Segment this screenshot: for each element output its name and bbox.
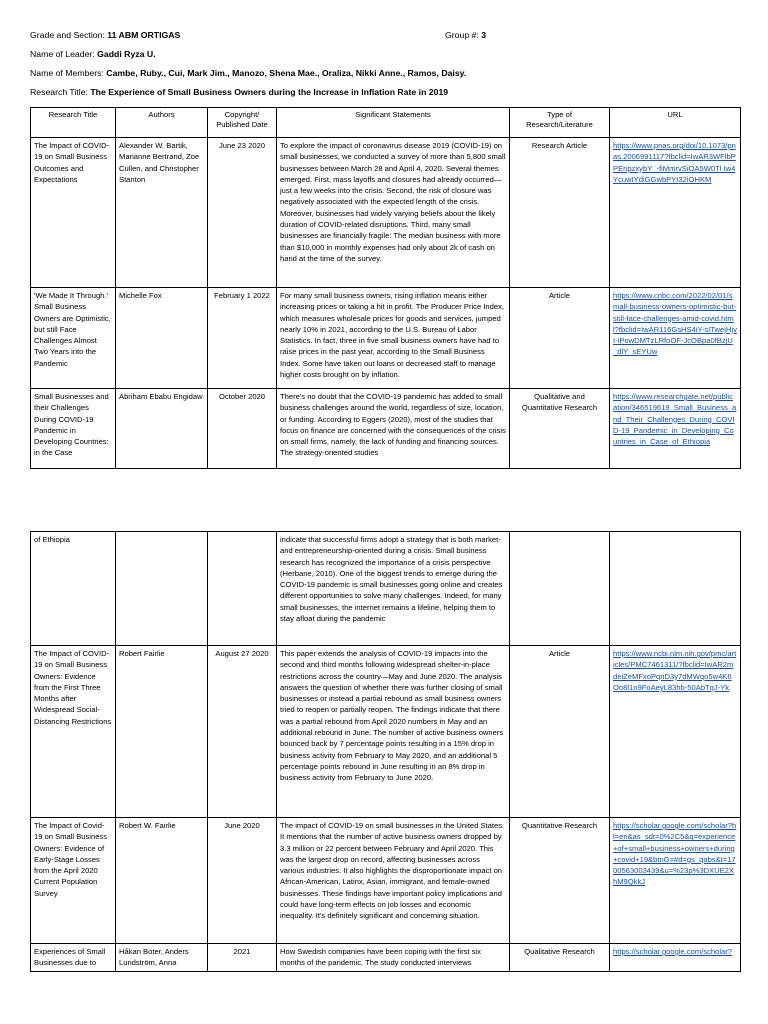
url-link[interactable] <box>610 944 741 972</box>
url-link[interactable]: https://scholar.google.com/scholar?hl=en&as_sdt=0%2C5&q=experience+of+small+business+owners+during+covid+19&btnG=#d=gs_qabs&t=1700563003439&u=%23p%3DXUE2XhM9QkkJ <box>610 818 741 944</box>
cell-title: The Impact of Covid-19 on Small Business Owners: Evidence of Early-Stage Losses from the April 2020 Current Population Survey <box>31 818 116 944</box>
cell-statements-text: There's no doubt that the COVID-19 pandemic has added to small business challenges around the world, regardless of size, location, or funding. According to Eggers (2020), most of the studies that focus on finance are concerned with the consequences of the crisis on small firms, namely, the lack of funding and financing sources. The strategy-oriented studies <box>280 392 506 458</box>
members-value: Cambe, Ruby., Cui, Mark Jim., Manozo, Shena Mae., Oraliza, Nikki Anne., Ramos, Daisy. <box>106 68 467 78</box>
group-value: 3 <box>481 30 487 40</box>
url-link <box>610 532 741 646</box>
cell-statements <box>277 944 510 972</box>
cell-title: of Ethiopia <box>31 532 116 646</box>
cell-title <box>31 944 116 972</box>
cell-title: 'We Made It Through.' Small Business Owners are Optimistic, but still Face Challenges Almost Two Years into the Pandemic <box>31 288 116 389</box>
cell-type <box>510 944 610 972</box>
cell-date <box>208 944 277 972</box>
table-row <box>31 288 741 389</box>
cell-date-text: October 2020 <box>218 392 265 401</box>
leader-label: Name of Leader: <box>30 49 95 59</box>
col-header-title: Research Title <box>31 108 116 138</box>
url-link[interactable] <box>610 389 741 469</box>
url-link-text[interactable]: https://www.researchgate.net/publication/346519619_Small_Business_and_Their_Challenges_During_COVID-19_Pandemic_in_Developing_Countries_in_Case_of_Ethiopia <box>613 392 737 447</box>
table-row <box>31 532 741 646</box>
col-header-url: URL <box>610 108 741 138</box>
literature-table-page-2 <box>30 531 741 972</box>
cell-type: Article <box>510 646 610 818</box>
grade-line <box>30 30 740 49</box>
cell-title: The Impact of COVID-19 on Small Business Owners: Evidence from the First Three Months after Widespread Social-Distancing Restrictions <box>31 646 116 818</box>
research-title-line <box>30 87 740 106</box>
table-row <box>31 818 741 944</box>
cell-type: Quantitative Research <box>510 818 610 944</box>
cell-authors: Michelle Fox <box>116 288 208 389</box>
cell-authors: Robert Fairlie <box>116 646 208 818</box>
cell-type: Research Article <box>510 138 610 288</box>
cell-statements: indicate that successful firms adopt a strategy that is both market- and entrepreneurship-oriented during a crisis. Small business research has recognized the importance of a crisis perspective (Herbane, 2010). One of the biggest trends to emerge during the COVID-19 pandemic is small businesses going online and creates different opportunities to solve many challenges. Indeed, for many small businesses, the internet remains a lifeline, helping them to stay afloat during the pandemic <box>277 532 510 646</box>
cell-authors <box>116 389 208 469</box>
url-link[interactable]: https://www.pnas.org/doi/10.1073/pnas.2006991117?fbclid=IwAR3WFlbPPEnpzxybY_-fiMmrvSiOA5W0Tl Iw4YcuwIYdiGGwbPYt32iOHKM <box>610 138 741 288</box>
document-header <box>30 30 740 106</box>
cell-authors <box>116 532 208 646</box>
research-title-label: Research Title: <box>30 87 88 97</box>
cell-authors <box>116 944 208 972</box>
grade-value: 11 ABM ORTIGAS <box>107 30 181 40</box>
table-row <box>31 944 741 972</box>
cell-date: June 23 2020 <box>208 138 277 288</box>
cell-date <box>208 532 277 646</box>
leader-value: Gaddi Ryza U. <box>97 49 156 59</box>
col-header-type: Type of Research/Literature <box>510 108 610 138</box>
cell-date: June 2020 <box>208 818 277 944</box>
cell-date: August 27 2020 <box>208 646 277 818</box>
cell-authors-text: Håkan Boter, Anders Lundström, Anna <box>119 947 189 968</box>
members-line <box>30 68 740 87</box>
cell-title <box>31 389 116 469</box>
cell-authors: Alexander W. Bartik, Marianne Bertrand, Zoe Cullen, and Christopher Stanton <box>116 138 208 288</box>
group-label: Group #: <box>445 30 479 40</box>
literature-table-page-1 <box>30 107 741 469</box>
cell-date: February 1 2022 <box>208 288 277 389</box>
cell-type-text: Qualitative Research <box>524 947 595 956</box>
cell-type <box>510 389 610 469</box>
cell-title-text: Small Businesses and their Challenges During COVID-19 Pandemic in Developing Countries: in the Case <box>34 392 109 458</box>
col-header-date: Copyright/ Published Date <box>208 108 277 138</box>
col-header-authors: Authors <box>116 108 208 138</box>
cell-type: Article <box>510 288 610 389</box>
cell-date-text: 2021 <box>233 947 251 956</box>
research-title-value: The Experience of Small Business Owners during the Increase in Inflation Rate in 2019 <box>90 87 449 97</box>
members-label: Name of Members: <box>30 68 104 78</box>
cell-statements-text: How Swedish companies have been coping with the first six months of the pandemic. The study conducted interviews <box>280 947 481 968</box>
cell-authors-text: Abriham Ebabu Engidaw <box>119 392 203 401</box>
cell-statements <box>277 389 510 469</box>
leader-line <box>30 49 740 68</box>
col-header-statements: Significant Statements <box>277 108 510 138</box>
grade-label: Grade and Section: <box>30 30 105 40</box>
cell-statements: For many small business owners, rising inflation means either increasing prices or taking a hit in profit. The Producer Price Index, which measures wholesale prices for goods and services, jumped nearly 10% in 2021, according to the U.S. Bureau of Labor Statistics. In fact, three in five small business owners have had to raise prices in the past year, according to the Small Business Index. Some have taken out loans or decreased staff to manage higher costs brought on by inflation. <box>277 288 510 389</box>
cell-statements: The impact of COVID-19 on small businesses in the United States. It mentions that the number of active business owners dropped by 3.3 million or 22 percent between February and April 2020. This was the largest drop on record, affecting businesses across various industries. It also highlights the disproportionate impact on African-American, Latinx, Asian, immigrant, and female-owned businesses. These findings have important policy implications and could have long-term effects on job losses and economic inequality. It's definitely significant and concerning situation. <box>277 818 510 944</box>
cell-title-text: Experiences of Small Businesses due to <box>34 947 106 968</box>
table-row <box>31 138 741 288</box>
url-link-text[interactable]: https://scholar.google.com/scholar? <box>613 947 733 956</box>
table-row <box>31 646 741 818</box>
cell-authors: Robert W. Fairlie <box>116 818 208 944</box>
group-number <box>445 30 486 41</box>
cell-statements: To explore the impact of coronavirus disease 2019 (COVID-19) on small businesses, we conducted a survey of more than 5,800 small businesses between March 28 and April 4, 2020. Several themes emerged. First, mass layoffs and closures had already occurred—just a few weeks into the crisis. Second, the risk of closure was negatively associated with the expected length of the crisis. Moreover, businesses had widely varying beliefs about the likely duration of COVID-related disruptions. Third, many small businesses are financially fragile: The median business with more than $10,000 in monthly expenses had only about 2k of cash on hand at the time of the survey. <box>277 138 510 288</box>
cell-date <box>208 389 277 469</box>
cell-type <box>510 532 610 646</box>
url-link[interactable]: https://www.ncbi.nlm.nih.gov/pmc/articles/PMC7461311/?fbclid=IwAR2mdeiZeMFxoPqriD3y7dMWqo5w4K6Oo8l1n9FoAeyL83hb-50AbTqJ-Yk <box>610 646 741 818</box>
cell-statements: This paper extends the analysis of COVID-19 impacts into the second and third months following widespread shelter-in-place restrictions across the country—May and June 2020. The analysis answers the question of whether there was further closing of small businesses or instead a partial rebound as small business owners tried to reopen or partially reopen. The findings indicate that there was a partial rebound from April 2020 numbers in May and an additional rebound in June. The number of active business owners bounced back by 7 percentage points resulting in a 15% drop in business activity from February to May 2020, and an additional 5 percentage points rebound in June resulting in an 8% drop in business activity from February to June 2020. <box>277 646 510 818</box>
cell-type-text: Qualitative and Quantitative Research <box>521 392 598 413</box>
url-link[interactable]: https://www.cnbc.com/2022/02/01/small-business-owners-optimistic-but-still-face-challenges-amid-covid.html?fbclid=IwAR116GsHS4iY-sITwejHjvI-iPowDMTzLRfoOF-JcOBpa0fBzjU_dlY_sEYUw <box>610 288 741 389</box>
table-header-row <box>31 108 741 138</box>
table-row <box>31 389 741 469</box>
cell-title: The Impact of COVID-19 on Small Business Outcomes and Expectations <box>31 138 116 288</box>
